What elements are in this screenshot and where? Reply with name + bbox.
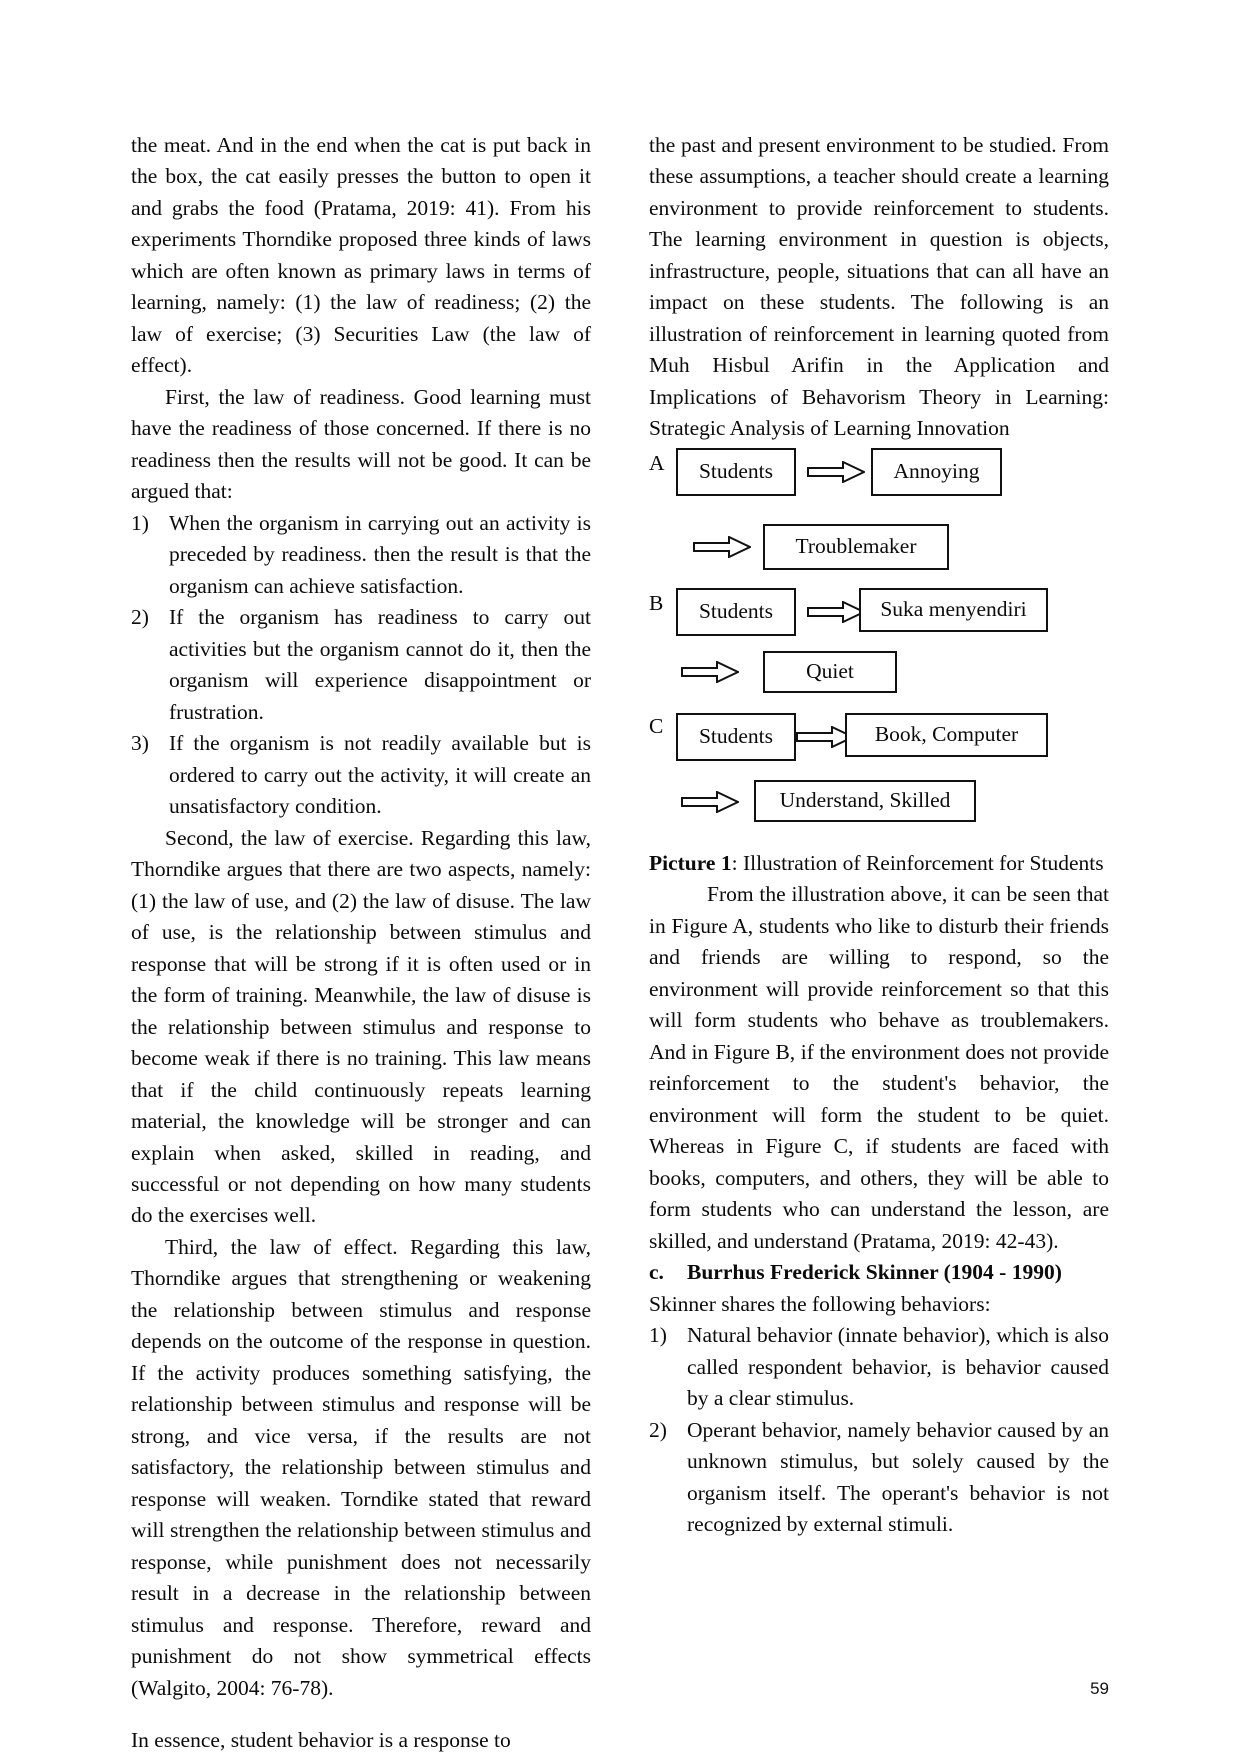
left-paragraph-1: the meat. And in the end when the cat is put back in the box, the cat easily presses the button to open it and grabs the food (Pratama, 2019: 41). From his experiments Thorndike proposed three kinds of laws which are often known as primary laws in terms of learning, namely: (1) the law of readiness; (2) the law of exercise; (3) Securities Law (the law of effect). bbox=[131, 133, 591, 378]
diagram-box-a-target: Annoying bbox=[871, 448, 1002, 496]
list-marker: 3) bbox=[131, 731, 149, 756]
paragraph-spacer bbox=[131, 1704, 591, 1725]
block-arrow-right-icon bbox=[693, 536, 751, 558]
right-paragraph-2: From the illustration above, it can be seen that in Figure A, students who like to disturb their friends and friends are willing to respond, so the environment will provide reinforcement so that this will form students who behave as troublemakers. And in Figure B, if the environment does not provide reinforcement to the student's behavior, the environment will form the student to be quiet. Whereas in Figure C, if students are faced with books, computers, and others, they will be able to form students who can understand the lesson, are skilled, and understand (Pratama, 2019: 42-43). bbox=[649, 882, 1109, 1253]
picture-caption-text: : Illustration of Reinforcement for Students bbox=[731, 850, 1104, 875]
left-numbered-list bbox=[131, 508, 591, 823]
list-marker: 2) bbox=[131, 605, 149, 630]
diagram-box-b-result: Quiet bbox=[763, 651, 897, 693]
right-numbered-list bbox=[649, 1320, 1109, 1540]
list-item bbox=[131, 508, 591, 602]
diagram-row-label-a: A bbox=[649, 450, 665, 475]
list-text: When the organism in carrying out an activity is preceded by readiness. then the result is that the organism can achieve satisfaction. bbox=[169, 510, 591, 598]
left-paragraph-3: Second, the law of exercise. Regarding this law, Thorndike argues that there are two aspects, namely: (1) the law of use, and (2) the law of disuse. The law of use, is the relationship between stimulus and response that will be strong if it is often used or in the form of training. Meanwhile, the law of disuse is the relationship between stimulus and response to become weak if there is no training. This law means that if the child continuously repeats learning material, the knowledge will be stronger and can explain when asked, skilled in reading, and successful or not depending on how many students do the exercises well. bbox=[131, 825, 591, 1228]
right-column bbox=[649, 130, 1109, 1757]
block-arrow-right-icon bbox=[681, 791, 739, 813]
block-arrow-right-icon bbox=[807, 601, 865, 623]
list-marker: 1) bbox=[649, 1323, 667, 1348]
list-text: Operant behavior, namely behavior caused by an unknown stimulus, but solely caused by the organism itself. The operant's behavior is not recognized by external stimuli. bbox=[687, 1417, 1109, 1537]
diagram-row-label-c: C bbox=[649, 713, 664, 738]
list-text: Natural behavior (innate behavior), which is also called respondent behavior, is behavior caused by a clear stimulus. bbox=[687, 1323, 1109, 1411]
diagram-row-label-b: B bbox=[649, 590, 664, 615]
diagram-box-b-source: Students bbox=[676, 588, 796, 636]
list-text: If the organism is not readily available but is ordered to carry out the activity, it will create an unsatisfactory condition. bbox=[169, 731, 591, 819]
diagram-box-b-target: Suka menyendiri bbox=[859, 588, 1048, 632]
list-item bbox=[131, 602, 591, 728]
list-item bbox=[649, 1415, 1109, 1541]
list-item bbox=[131, 728, 591, 822]
heading-text: Burrhus Frederick Skinner (1904 - 1990) bbox=[687, 1260, 1062, 1285]
right-paragraph-1: the past and present environment to be studied. From these assumptions, a teacher should create a learning environment to provide reinforcement to students. The learning environment in question is objects, infrastructure, people, situations that can all have an impact on these students. The following is an illustration of reinforcement in learning quoted from Muh Hisbul Arifin in the Application and Implications of Behavorism Theory in Learning: Strategic Analysis of Learning Innovation bbox=[649, 133, 1109, 441]
two-column-body bbox=[131, 130, 1109, 1757]
diagram-box-c-target: Book, Computer bbox=[845, 713, 1048, 757]
left-paragraph-4: Third, the law of effect. Regarding this law, Thorndike argues that strengthening or weakening the relationship between stimulus and response depends on the outcome of the response in question. If the activity produces something satisfying, the relationship between stimulus and response will be strong, and vice versa, if the results are not satisfactory, the relationship between stimulus and response will weaken. Torndike stated that reward will strengthen the relationship between stimulus and response, while punishment does not necessarily result in a decrease in the relationship between stimulus and response. Therefore, reward and punishment do not show symmetrical effects (Walgito, 2004: 76-78). bbox=[131, 1234, 591, 1700]
right-paragraph-3: Skinner shares the following behaviors: bbox=[649, 1291, 991, 1316]
diagram-box-a-result: Troublemaker bbox=[763, 524, 949, 570]
block-arrow-right-icon bbox=[681, 661, 739, 683]
page-number: 59 bbox=[1090, 1679, 1109, 1698]
picture-caption bbox=[649, 848, 1109, 879]
block-arrow-right-icon bbox=[807, 461, 865, 483]
diagram-box-c-source: Students bbox=[676, 713, 796, 761]
left-paragraph-2: First, the law of readiness. Good learning must have the readiness of those concerned. If there is no readiness then the results will not be good. It can be argued that: bbox=[131, 384, 591, 504]
left-paragraph-5: In essence, student behavior is a response to bbox=[131, 1728, 511, 1753]
heading-marker: c. bbox=[649, 1260, 664, 1285]
list-item bbox=[649, 1320, 1109, 1414]
diagram-box-c-result: Understand, Skilled bbox=[754, 780, 976, 822]
diagram-box-a-source: Students bbox=[676, 448, 796, 496]
reinforcement-illustration-diagram bbox=[649, 448, 1109, 848]
right-heading-skinner bbox=[649, 1257, 1109, 1288]
list-marker: 2) bbox=[649, 1417, 667, 1442]
list-marker: 1) bbox=[131, 510, 149, 535]
picture-caption-label: Picture 1 bbox=[649, 850, 732, 875]
list-text: If the organism has readiness to carry out activities but the organism cannot do it, then the organism will experience disappointment or frustration. bbox=[169, 605, 591, 724]
left-column bbox=[131, 130, 591, 1757]
